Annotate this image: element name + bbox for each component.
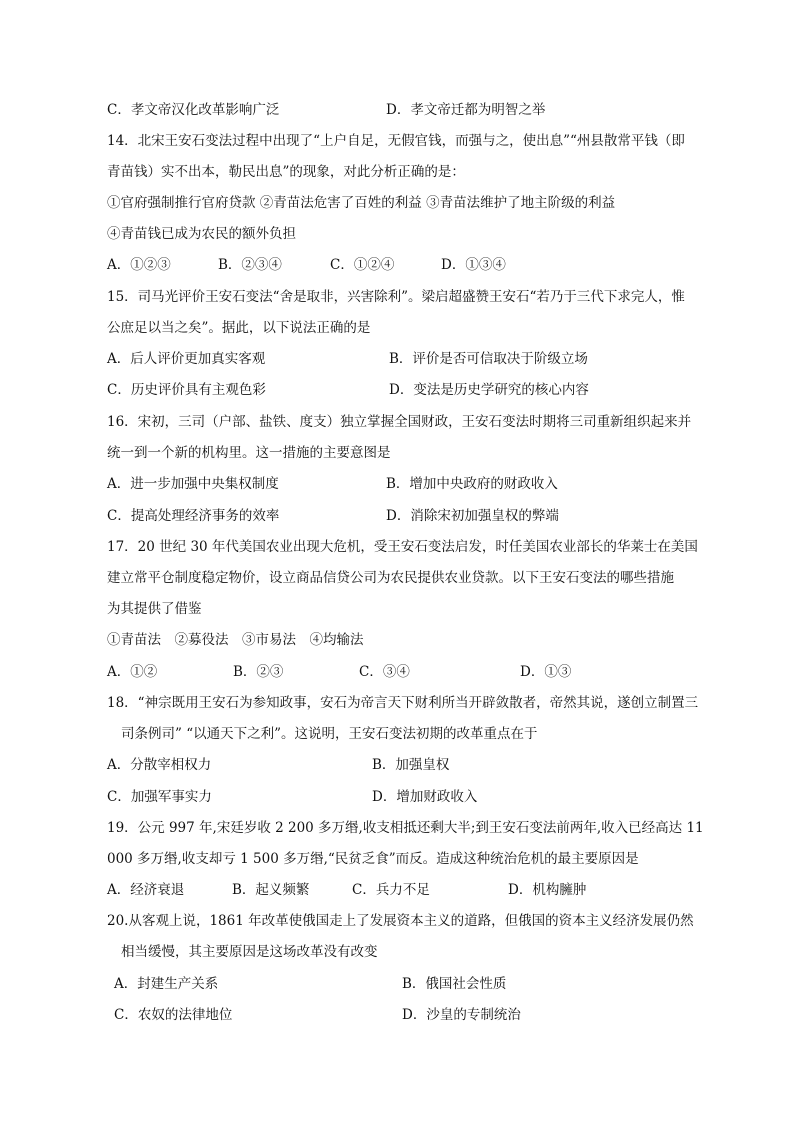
- option-b: B．②③④: [218, 257, 282, 273]
- option-d: D．变法是历史学研究的核心内容: [389, 382, 589, 398]
- option-a: A．①②③: [107, 257, 171, 273]
- option-a: A．封建生产关系: [114, 976, 219, 992]
- q15-stem-line2: 公庶足以当之矣”。据此，以下说法正确的是: [107, 320, 371, 336]
- q19-stem-line2: 000 多万缗,收支却亏 1 500 多万缗,“民贫乏食”而反。造成这种统治危机的最主要原因是: [107, 851, 639, 867]
- q14-stem-line2: 青苗钱）实不出本，勒民出息”的现象，对此分析正确的是：: [107, 164, 465, 180]
- option-b: B．②③: [233, 664, 284, 680]
- option-c: C．提高处理经济事务的效率: [107, 508, 280, 524]
- q17-stem-line1: 17．20 世纪 30 年代美国农业出现大危机，受王安石变法启发，时任美国农业部长的华莱士在美国: [107, 539, 698, 555]
- option-d: D．①③④: [441, 257, 506, 273]
- option-d: D．增加财政收入: [372, 789, 478, 805]
- q17-stem-line2: 建立常平仓制度稳定物价，设立商品信贷公司为农民提供农业贷款。以下王安石变法的哪些措施: [107, 570, 674, 586]
- option-b: B．增加中央政府的财政收入: [386, 476, 558, 492]
- option-c: C．加强军事实力: [107, 789, 212, 805]
- q20-options-row2: [0, 1005, 794, 1025]
- q16-options-row1: [0, 474, 794, 494]
- q20-options-row1: [0, 974, 794, 994]
- q18-options-row1: [0, 755, 794, 775]
- q18-options-row2: [0, 787, 794, 807]
- q14-options: [0, 255, 794, 275]
- option-d: D．消除宋初加强皇权的弊端: [386, 508, 559, 524]
- option-b: B．评价是否可信取决于阶级立场: [389, 351, 588, 367]
- option-a: A．①②: [107, 664, 158, 680]
- q17-stem-line3: 为其提供了借鉴: [107, 601, 202, 617]
- q16-stem-line2: 统一到一个新的机构里。这一措施的主要意图是: [107, 445, 391, 461]
- q15-stem-line1: 15．司马光评价王安石变法“舍是取非，兴害除利”。梁启超盛赞王安石“若乃于三代下求完人，惟: [107, 289, 685, 305]
- option-c: C．农奴的法律地位: [114, 1007, 233, 1023]
- option-a: A．经济衰退: [107, 882, 185, 898]
- option-c: C．兵力不足: [352, 882, 430, 898]
- q17-options: [0, 662, 794, 682]
- q14-stem-line1: 14．北宋王安石变法过程中出现了“上户自足，无假官钱，而强与之，使出息”“州县散常平钱（即: [107, 133, 685, 149]
- q16-options-row2: [0, 506, 794, 526]
- q15-options-row2: [0, 380, 794, 400]
- q19-options: [0, 880, 794, 900]
- q18-stem-line1: 18．“神宗既用王安石为参知政事，安石为帝言天下财利所当开辟敛散者，帝然其说，遂创立制置三: [107, 695, 699, 711]
- option-d: D．机构臃肿: [508, 882, 587, 898]
- option-d: D．孝文帝迁都为明智之举: [386, 102, 546, 118]
- option-d: D．①③: [520, 664, 572, 680]
- q15-options-row1: [0, 349, 794, 369]
- q14-items-line2: ④青苗钱已成为农民的额外负担: [107, 226, 296, 242]
- option-a: A．进一步加强中央集权制度: [107, 476, 279, 492]
- option-b: B．起义频繁: [232, 882, 310, 898]
- option-c: C．历史评价具有主观色彩: [107, 382, 266, 398]
- option-c: C．孝文帝汉化改革影响广泛: [107, 102, 280, 118]
- option-b: B．加强皇权: [372, 757, 450, 773]
- q20-stem-line2: 相当缓慢，其主要原因是这场改革没有改变: [121, 944, 378, 960]
- q17-items: ①青苗法 ②募役法 ③市易法 ④均输法: [107, 632, 364, 648]
- option-b: B．俄国社会性质: [402, 976, 507, 992]
- q19-stem-line1: 19．公元 997 年,宋廷岁收 2 200 多万缗,收支相抵还剩大半;到王安石变法前两年,收入已经高达 11: [107, 820, 704, 836]
- q16-stem-line1: 16．宋初，三司（户部、盐铁、度支）独立掌握全国财政，王安石变法时期将三司重新组织起来并: [107, 414, 692, 430]
- q14-items-line1: ①官府强制推行官府贷款 ②青苗法危害了百姓的利益 ③青苗法维护了地主阶级的利益: [107, 195, 616, 211]
- option-c: C．①②④: [330, 257, 395, 273]
- option-a: A．分散宰相权力: [107, 757, 212, 773]
- q20-stem-line1: 20.从客观上说，1861 年改革使俄国走上了发展资本主义的道路，但俄国的资本主义经济发展仍然: [107, 913, 694, 929]
- prev-question-options: [0, 100, 794, 120]
- option-d: D．沙皇的专制统治: [402, 1007, 521, 1023]
- option-a: A．后人评价更加真实客观: [107, 351, 266, 367]
- option-c: C．③④: [359, 664, 410, 680]
- q18-stem-line2: 司条例司” “以通天下之利”。这说明，王安石变法初期的改革重点在于: [121, 726, 538, 742]
